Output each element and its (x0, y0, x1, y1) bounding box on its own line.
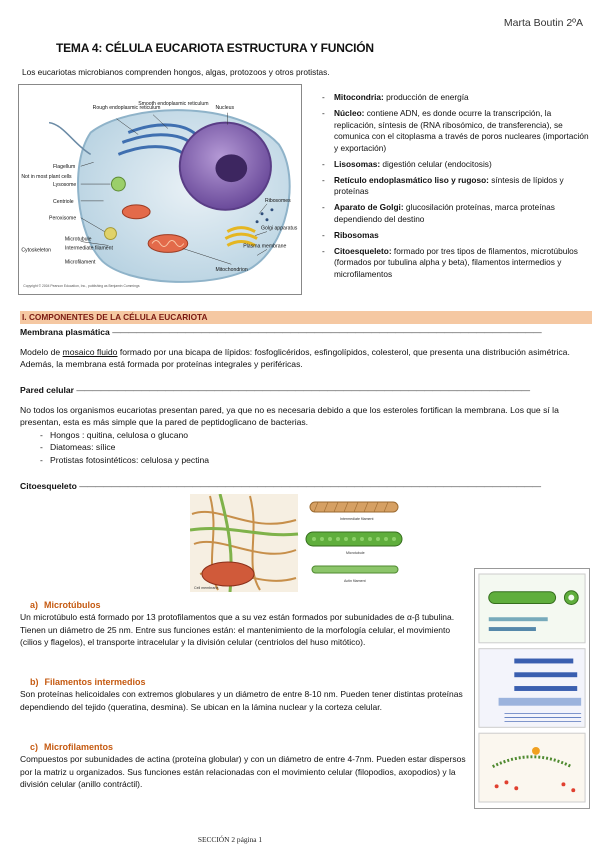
label-copyright: Copyright © 2004 Pearson Education, Inc., publishing as Benjamin Cummings (23, 284, 140, 289)
label-flagellum: Flagellum (53, 164, 76, 171)
eukaryotic-cell-figure (18, 84, 302, 295)
section-number: I. (22, 312, 27, 322)
microtubules-paragraph: Un microtúbulo está formado por 13 protofilamentos que a su vez están formados por subunidades de α-β tubulina. Tienen un diámetro de 25 nm. Entre sus funciones están: el mantenimiento de la morfología celular, el movimiento (cilios y flagelos), el transporte intracelular y la división celular (centriolos del huso mitótico). (20, 612, 455, 648)
label-rough-er: Rough endoplasmic reticulum (92, 104, 161, 111)
list-item: - Núcleo: contiene ADN, es donde ocurre la transcripción, la replicación, síntesis de (RNA ribosómico, de transferencia), se comunica con el citoplasma a través de poros nucleares (importación y exportación) (322, 108, 592, 155)
section-title: COMPONENTES DE LA CÉLULA EUCARIOTA (28, 312, 208, 322)
membrane-paragraph: Modelo de mosaico fluido formado por una bicapa de lípidos: fosfoglicéridos, esfingolípidos, colesterol, que presenta una distribución asimétrica. Además, la membrana está formada por proteínas integrales y periféricas. (20, 347, 570, 370)
label-microtubule: Microtubule (346, 551, 365, 555)
page-title: TEMA 4: CÉLULA EUCARIOTA ESTRUCTURA Y FUNCIÓN (56, 41, 374, 55)
label-actin-filament: Actin filament (344, 579, 366, 583)
label-lysosome: Lysosome (53, 182, 77, 189)
list-item: - Protistas fotosintéticos: celulosa y pectina (40, 454, 592, 466)
label-cytoskeleton: Cytoskeleton (21, 247, 52, 254)
cell-wall-paragraph: No todos los organismos eucariotas presentan pared, ya que no es necesaria debido a que los esteroles fortifican la membrana. Los que sí la presentan, esta es más simple que la pared de peptidoglicano de bacterias. - Hongos : quitina, celulosa o glucano - Diatomeas: sílice - Protistas fotosintéticos: celulosa y pectina (20, 404, 592, 466)
section-heading (20, 311, 592, 324)
label-nucleus: Nucleus (215, 104, 235, 111)
label-ribosomes: Ribosomes (264, 197, 291, 204)
cell-wall-heading: Pared celular ———————————————————————————————————————————————————————— (20, 385, 530, 395)
author-name: Marta Boutin 2ºA (503, 17, 583, 29)
label-microtubule: Microtubule (64, 236, 92, 243)
list-item: - Citoesqueleto: formado por tres tipos de filamentos, microtúbulos (formados por tubulina alpha y beta), filamentos intermedios y microfilamentos (322, 246, 592, 281)
list-item: - Lisosomas: digestión celular (endocitosis) (322, 159, 592, 171)
label-cell-membrane: Cell membrane (194, 586, 219, 590)
microfilaments-paragraph: Compuestos por subunidades de actina (proteína globular) y con un diámetro de entre 4-7nm. Pueden estar dispersos por la matriz u organizados. Sus funciones están relacionadas con el movimiento celular (filopodios, axopodios) y la división celular (anillo contráctil). (20, 754, 466, 790)
list-item: - Aparato de Golgi: glucosilación proteínas, marca proteínas dependiendo del destino (322, 202, 592, 226)
label-smooth-er: Smooth endoplasmic reticulum (138, 100, 209, 107)
cytoskeleton-heading: Citoesqueleto ————————————————————————————————————————————————————————— (20, 481, 541, 491)
label-centriole: Centriole (53, 198, 74, 205)
label-not-in-plant: Not in most plant cells (21, 174, 72, 181)
cytoskeleton-detail-figure (474, 568, 590, 809)
label-plasma-membrane: Plasma membrane (243, 243, 287, 250)
label-microfilament: Microfilament (64, 259, 96, 266)
list-item: - Diatomeas: sílice (40, 441, 592, 453)
microfilaments-heading: c) Microfilamentos (30, 742, 114, 752)
list-item: - Ribosomas (322, 230, 592, 242)
intro-text: Los eucariotas microbianos comprenden hongos, algas, protozoos y otros protistas. (22, 67, 330, 77)
list-item: - Hongos : quitina, celulosa o glucano (40, 429, 592, 441)
intermediate-filaments-heading: b) Filamentos intermedios (30, 677, 146, 687)
intermediate-filaments-paragraph: Son proteínas helicoidales con extremos globulares y un diámetro de entre 8-10 nm. Pueden tener distintas proteínas dependiendo del tejido (queratina, desmina). Se ubican en la lámina nuclear y la corteza celular. (20, 689, 463, 712)
membrane-heading: Membrana plasmática ————————————————————————————————————————————————————— (20, 327, 542, 337)
label-golgi: Golgi apparatus (261, 225, 298, 232)
fluid-mosaic-term: mosaico fluido (62, 347, 118, 357)
organelle-list (322, 92, 592, 285)
list-item: - Retículo endoplasmático liso y rugoso: síntesis de lípidos y proteínas (322, 175, 592, 199)
cytoskeleton-figure (190, 494, 410, 592)
label-intermediate-filament: Intermediate filament (340, 517, 374, 521)
label-mitochondrion: Mitochondrion (215, 267, 248, 274)
page-footer: SECCIÓN 2 página 1 (197, 835, 263, 844)
label-peroxisome: Peroxisome (49, 215, 77, 222)
list-item: - Mitocondria: producción de energía (322, 92, 592, 104)
microtubules-heading: a) Microtúbulos (30, 600, 101, 610)
cell-wall-list (20, 429, 592, 466)
label-intermediate: Intermediate filament (64, 245, 113, 252)
